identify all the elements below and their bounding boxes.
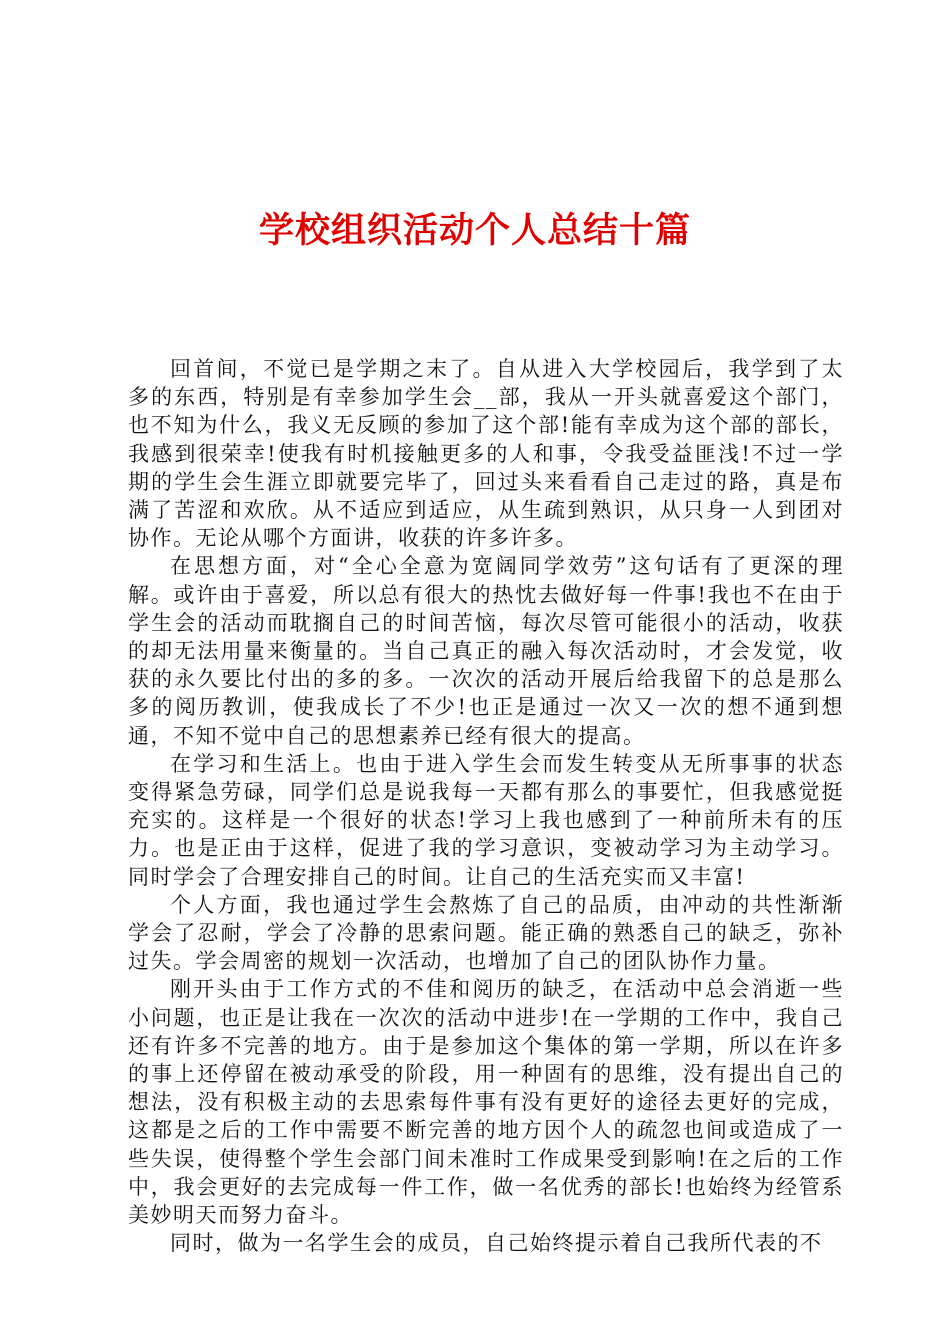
paragraph-6: 同时，做为一名学生会的成员，自己始终提示着自己我所代表的不 (170, 1231, 823, 1256)
paragraph-4: 个人方面，我也通过学生会熬炼了自己的品质，由冲动的共性渐渐学会了忍耐，学会了冷静的思索问题。能正确的熟悉自己的缺乏，弥补过失。学会周密的规划一次活动，也增加了自己的团队协作力量。 (128, 892, 844, 974)
document-title: 学校组织活动个人总结十篇 (258, 210, 691, 251)
paragraph-1: 回首间，不觉已是学期之末了。自从进入大学校园后，我学到了太多的东西，特别是有幸参加学生会__部，我从一开头就喜爱这个部门，也不知为什么，我义无反顾的参加了这个部!能有幸成为这个部的部长，我感到很荣幸!使我有时机接触更多的人和事，令我受益匪浅!不过一学期的学生会生涯立即就要完毕了，回过头来看看自己走过的路，真是布满了苦涩和欢欣。从不适应到适应，从生疏到熟识，从只身一人到团对协作。无论从哪个方面讲，收获的许多许多。 (128, 357, 844, 551)
paragraph-5: 刚开头由于工作方式的不佳和阅历的缺乏，在活动中总会消逝一些小问题，也正是让我在一次次的活动中进步!在一学期的工作中，我自己还有许多不完善的地方。由于是参加这个集体的第一学期，所以在许多的事上还停留在被动承受的阶段，用一种固有的思维，没有提出自己的想法，没有积极主动的去思索每件事有没有更好的途径去更好的完成，这都是之后的工作中需要不断完善的地方因个人的疏忽也间或造成了一些失误，使得整个学生会部门间未准时工作成果受到影响!在之后的工作中，我会更好的去完成每一件工作，做一名优秀的部长!也始终为经管系美妙明天而努力奋斗。 (128, 977, 844, 1228)
paragraph-3: 在学习和生活上。也由于进入学生会而发生转变从无所事事的状态变得紧急劳碌，同学们总是说我每一天都有那么的事要忙，但我感觉挺充实的。这样是一个很好的状态!学习上我也感到了一种前所未有的压力。也是正由于这样，促进了我的学习意识，变被动学习为主动学习。同时学会了合理安排自己的时间。让自己的生活充实而又丰富! (128, 751, 844, 889)
paragraph-2: 在思想方面，对“全心全意为宽阔同学效劳”这句话有了更深的理解。或许由于喜爱，所以总有很大的热忱去做好每一件事!我也不在由于学生会的活动而耽搁自己的时间苦恼，每次尽管可能很小的活动，收获的却无法用量来衡量的。当自己真正的融入每次活动时，才会发觉，收获的永久要比付出的多的多。一次次的活动开展后给我留下的总是那么多的阅历教训，使我成长了不少!也正是通过一次又一次的想不通到想通，不知不觉中自己的思想素养已经有很大的提高。 (128, 554, 844, 748)
document-body (128, 355, 844, 1258)
